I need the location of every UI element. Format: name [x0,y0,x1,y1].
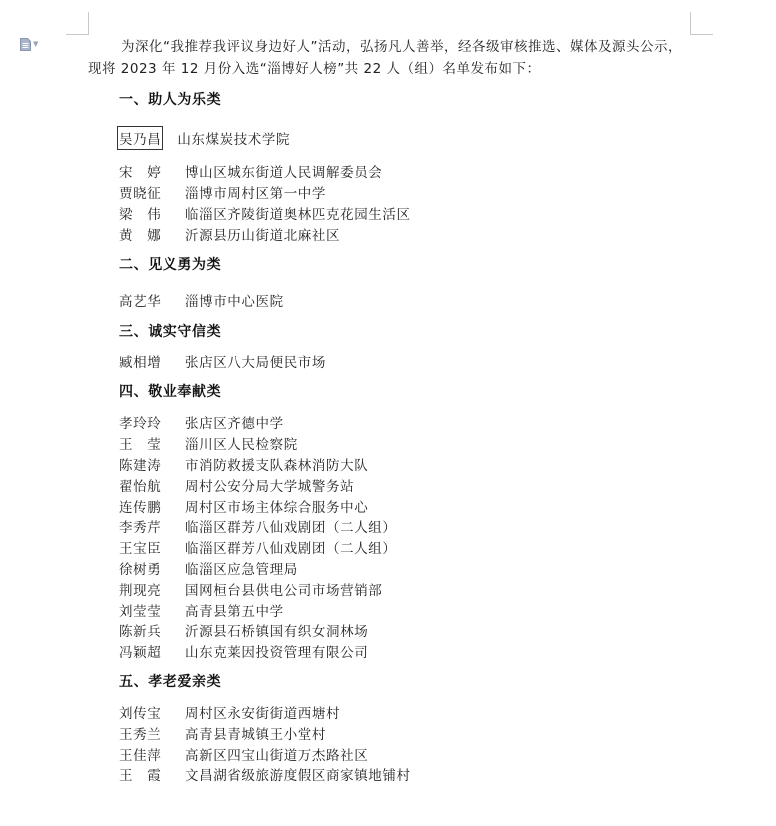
section-title: 四、敬业奉献类 [119,384,222,400]
entry-org: 高新区四宝山街道万杰路社区 [185,748,369,764]
list-item [119,290,284,310]
chevron-down-icon: ▼ [33,40,39,48]
entry-name: 徐树勇 [119,562,162,578]
entry-name: 臧相增 [119,355,162,371]
entry-org: 沂源县石桥镇国有织女洞林场 [185,624,369,640]
entry-org: 临淄区群芳八仙戏剧团（二人组） [185,541,397,557]
paragraph-menu-button[interactable] [20,38,38,51]
entry-name: 王 莹 [119,437,162,453]
entry-name: 高艺华 [119,294,162,310]
list-item [119,161,382,181]
entry-name: 连传鹏 [119,500,162,516]
entry-org: 张店区八大局便民市场 [185,355,326,371]
list-item [119,182,326,202]
entry-name: 吴乃昌 [119,128,161,148]
list-item [119,641,368,661]
entry-org: 山东克莱因投资管理有限公司 [185,645,369,661]
list-item [119,579,382,599]
entry-org: 国网桓台县供电公司市场营销部 [185,583,383,599]
entry-org: 周村公安分局大学城警务站 [185,479,355,495]
page-corner-mark-top-right [690,12,713,35]
list-item [119,496,368,516]
list-item [119,537,397,557]
entry-org: 淄川区人民检察院 [185,437,298,453]
entry-name: 李秀芹 [119,520,162,536]
entry-name: 梁 伟 [119,207,162,223]
entry-org: 周村区市场主体综合服务中心 [185,500,369,516]
entry-name: 刘莹莹 [119,604,162,620]
entry-org: 山东煤炭技术学院 [177,132,291,148]
entry-org: 临淄区应急管理局 [185,562,298,578]
list-item [119,723,326,743]
entry-name: 陈新兵 [119,624,162,640]
list-item [119,600,284,620]
entry-org: 张店区齐德中学 [185,416,284,432]
entry-name: 王宝臣 [119,541,162,557]
list-item [119,433,298,453]
entry-name: 贾晓征 [119,186,162,202]
list-item [119,128,290,148]
list-item [119,351,326,371]
entry-name: 冯颖超 [119,645,162,661]
entry-org: 文昌湖省级旅游度假区商家镇地铺村 [185,768,411,784]
intro-paragraph: 为深化“我推荐我评议身边好人”活动，弘扬凡人善举，经各级审核推选、媒体及源头公示，现将 2023 年 12 月份入选“淄博好人榜”共 22 人（组）名单发布如下： [88,39,682,77]
list-item [119,702,340,722]
entry-org: 沂源县历山街道北麻社区 [185,228,341,244]
entry-org: 高青县第五中学 [185,604,284,620]
entry-name: 孝玲玲 [119,416,162,432]
list-item [119,454,368,474]
entry-org: 临淄区群芳八仙戏剧团（二人组） [185,520,397,536]
list-item [119,744,368,764]
entry-name: 王 霞 [119,768,162,784]
entry-name: 王秀兰 [119,727,162,743]
list-item [119,620,368,640]
list-item [119,475,354,495]
entry-org: 淄博市周村区第一中学 [185,186,326,202]
entry-name: 翟怡航 [119,479,162,495]
entry-name: 王佳萍 [119,748,162,764]
section-title: 五、孝老爱亲类 [119,674,222,690]
document-icon [20,38,31,51]
section-title: 一、助人为乐类 [119,92,222,108]
list-item [119,203,411,223]
section-title: 三、诚实守信类 [119,324,222,340]
page-corner-mark-top-left [66,12,89,35]
list-item [119,516,397,536]
list-item [119,764,411,784]
entry-name: 刘传宝 [119,706,162,722]
entry-name: 宋 婷 [119,165,162,181]
list-item [119,558,298,578]
entry-org: 周村区永安街街道西塘村 [185,706,341,722]
entry-org: 博山区城东街道人民调解委员会 [185,165,383,181]
entry-name: 荆现亮 [119,583,162,599]
entry-org: 临淄区齐陵街道奥林匹克花园生活区 [185,207,411,223]
entry-name: 黄 娜 [119,228,162,244]
entry-org: 淄博市中心医院 [185,294,284,310]
list-item [119,412,284,432]
entry-name: 陈建涛 [119,458,162,474]
entry-org: 市消防救援支队森林消防大队 [185,458,369,474]
section-title: 二、见义勇为类 [119,257,222,273]
list-item [119,224,340,244]
entry-org: 高青县青城镇王小堂村 [185,727,326,743]
